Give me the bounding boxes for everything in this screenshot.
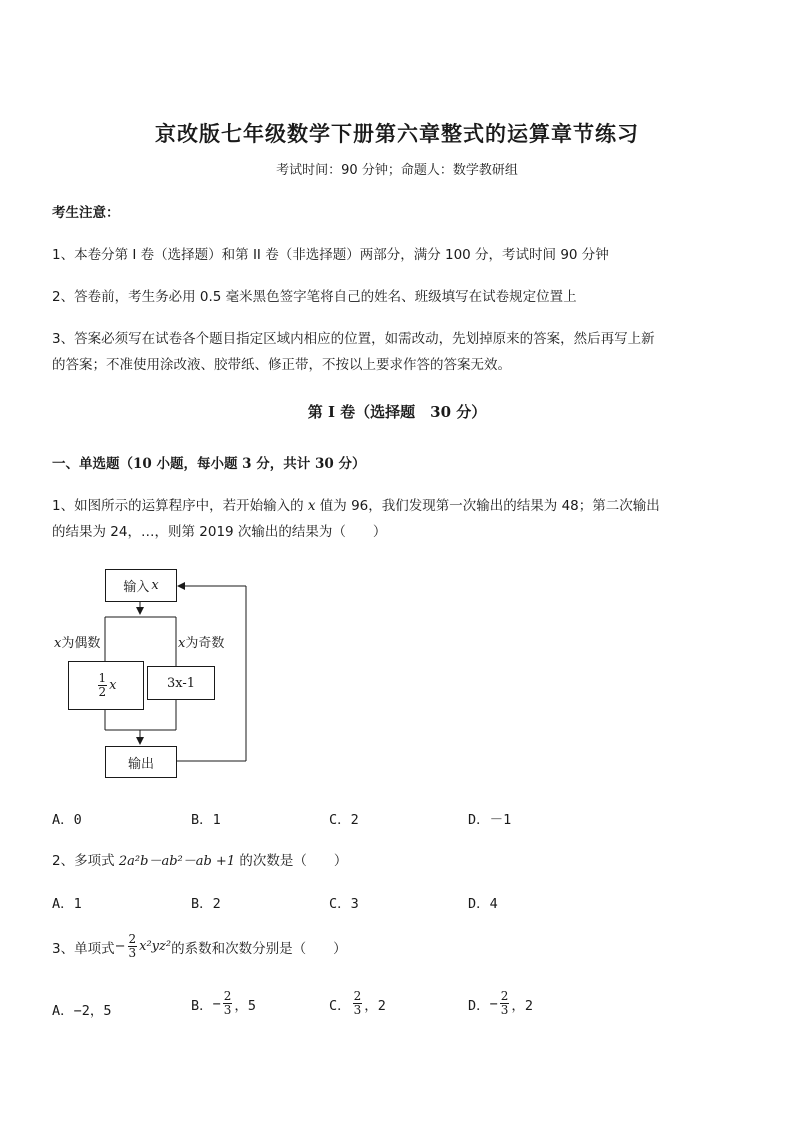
question-1-line-2: 的结果为 24，…，则第 2019 次输出的结果为（ ）: [52, 524, 387, 540]
question-3-option-b[interactable]: B． − $\frac{2}{3}$ ，5: [191, 989, 257, 1017]
notice-heading: 考生注意：: [52, 205, 120, 221]
flowchart-even-label: x为偶数: [54, 636, 101, 651]
question-1-option-b[interactable]: B．1: [191, 812, 221, 828]
flowchart-odd-box: 3x-1: [147, 666, 215, 700]
page-title: 京改版七年级数学下册第六章整式的运算章节练习: [155, 121, 639, 146]
question-3-stem: 3、单项式 − $\frac{2}{3}$ x²yz² 的系数和次数分别是（ ）: [52, 932, 347, 960]
question-2-stem: 2、多项式 2a²b－ab²－ab +1 的次数是（ ）: [52, 853, 348, 869]
question-1-line-1: 1、如图所示的运算程序中，若开始输入的 x 值为 96，我们发现第一次输出的结果为 48；第二次输出: [52, 498, 660, 514]
question-2-option-c[interactable]: C．3: [329, 896, 359, 912]
question-3-option-d[interactable]: D． − $\frac{2}{3}$ ，2: [468, 989, 534, 1017]
question-3-monomial: x²yz²: [139, 939, 172, 954]
question-3-option-a[interactable]: A．−2，5: [52, 1003, 112, 1019]
section-title: 第 I 卷（选择题 30 分）: [307, 403, 487, 421]
question-1-option-d[interactable]: D．－1: [468, 812, 512, 828]
question-2-option-b[interactable]: B．2: [191, 896, 221, 912]
question-2-option-a[interactable]: A．1: [52, 896, 82, 912]
question-3-option-c[interactable]: C． $\frac{2}{3}$ ，2: [329, 989, 386, 1017]
question-1-option-a[interactable]: A．0: [52, 812, 82, 828]
flowchart-odd-label: x为奇数: [178, 636, 225, 651]
notice-item-3-cont: 的答案；不准使用涂改液、胶带纸、修正带，不按以上要求作答的答案无效。: [52, 357, 511, 373]
flowchart-input-box: 输入 x: [105, 569, 177, 602]
question-1-option-c[interactable]: C．2: [329, 812, 359, 828]
exam-subtitle: 考试时间：90 分钟；命题人：数学教研组: [276, 163, 518, 178]
notice-item-2: 2、答卷前，考生务必用 0.5 毫米黑色签字笔将自己的姓名、班级填写在试卷规定位置上: [52, 289, 577, 305]
notice-item-3: 3、答案必须写在试卷各个题目指定区域内相应的位置，如需改动，先划掉原来的答案，然后再写上新: [52, 331, 655, 347]
question-2-polynomial: 2a²b－ab²－ab +1: [118, 854, 236, 869]
flowchart-output-box: 输出: [105, 746, 177, 778]
part-title: 一、单选题（10 小题，每小题 3 分，共计 30 分）: [52, 456, 366, 472]
question-2-option-d[interactable]: D．4: [468, 896, 498, 912]
flowchart-half-box: $\frac{1}{2}$ x: [68, 661, 144, 710]
notice-item-1: 1、本卷分第 I 卷（选择题）和第 II 卷（非选择题）两部分，满分 100 分，考试时间 90 分钟: [52, 247, 609, 263]
